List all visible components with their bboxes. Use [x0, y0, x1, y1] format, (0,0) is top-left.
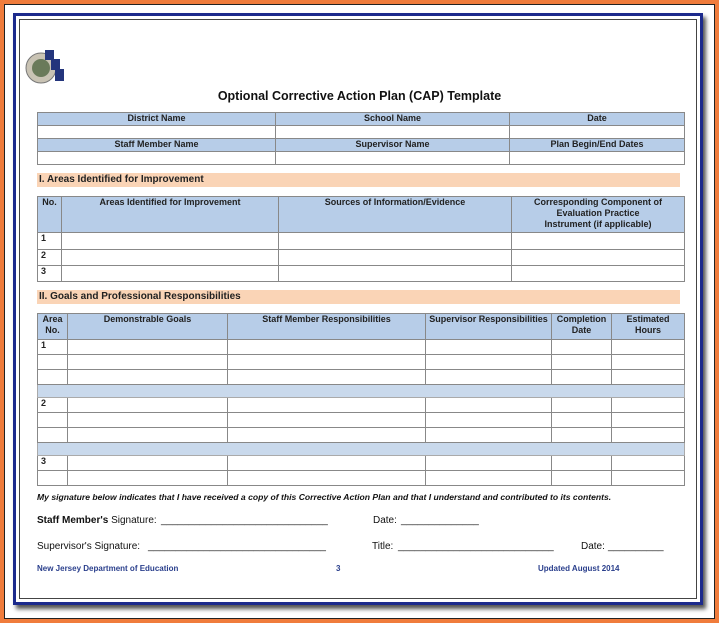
separator: [38, 385, 685, 398]
cell[interactable]: [512, 233, 685, 250]
cell[interactable]: [38, 471, 68, 486]
cell[interactable]: [228, 340, 426, 355]
cell[interactable]: [228, 428, 426, 443]
row-number: 1: [38, 233, 62, 250]
cell[interactable]: [426, 413, 552, 428]
cell[interactable]: [512, 266, 685, 282]
supervisor-name-header: Supervisor Name: [276, 139, 510, 152]
cell[interactable]: [552, 456, 612, 471]
staff-signature-line[interactable]: ______________________________: [161, 515, 328, 526]
cell[interactable]: [426, 355, 552, 370]
cell[interactable]: [68, 398, 228, 413]
areas-table: [37, 196, 685, 282]
completion-date-header: Completion Date: [552, 314, 612, 340]
cell[interactable]: [612, 370, 685, 385]
cell[interactable]: [68, 428, 228, 443]
supervisor-label: Supervisor's Signature:: [37, 541, 141, 552]
cell[interactable]: [279, 266, 512, 282]
staff-name-header: Staff Member Name: [38, 139, 276, 152]
cell[interactable]: [426, 456, 552, 471]
cell[interactable]: [228, 413, 426, 428]
section-1-heading: I. Areas Identified for Improvement: [37, 173, 680, 187]
component-header: Corresponding Component of Evaluation Practice Instrument (if applicable): [512, 197, 685, 233]
separator: [38, 443, 685, 456]
cell[interactable]: [68, 413, 228, 428]
staff-name-field[interactable]: [38, 152, 276, 165]
cell[interactable]: [426, 428, 552, 443]
info-table: [37, 112, 685, 165]
date-header: Date: [510, 113, 685, 126]
plan-dates-header: Plan Begin/End Dates: [510, 139, 685, 152]
goals-table: [37, 313, 685, 486]
cell[interactable]: [426, 398, 552, 413]
cell[interactable]: [612, 355, 685, 370]
cell[interactable]: [38, 413, 68, 428]
supervisor-date-label: Date:: [581, 541, 605, 552]
cell[interactable]: [228, 456, 426, 471]
staff-date-line[interactable]: ______________: [401, 515, 479, 526]
no-header: No.: [38, 197, 62, 233]
cell[interactable]: [38, 355, 68, 370]
table-row: [38, 413, 685, 428]
cell[interactable]: [552, 471, 612, 486]
areas-header: Areas Identified for Improvement: [62, 197, 279, 233]
area-number: 3: [38, 456, 68, 471]
cell[interactable]: [68, 355, 228, 370]
district-name-field[interactable]: [38, 126, 276, 139]
cell[interactable]: [552, 370, 612, 385]
cell[interactable]: [62, 233, 279, 250]
staff-label: Signature:: [108, 515, 157, 526]
cell[interactable]: [612, 471, 685, 486]
cell[interactable]: [512, 250, 685, 266]
area-no-header: Area No.: [38, 314, 68, 340]
cell[interactable]: [552, 413, 612, 428]
separator-row: [38, 443, 685, 456]
signature-statement: My signature below indicates that I have received a copy of this Corrective Action Plan and that I understand and contributed to its contents.: [37, 492, 612, 502]
cell[interactable]: [612, 428, 685, 443]
separator-row: [38, 385, 685, 398]
cell[interactable]: [552, 398, 612, 413]
supervisor-date-line[interactable]: __________: [608, 541, 664, 552]
table-row: [38, 471, 685, 486]
staff-label-bold: Staff Member's: [37, 515, 109, 526]
cell[interactable]: [228, 370, 426, 385]
cell[interactable]: [426, 471, 552, 486]
plan-dates-field[interactable]: [510, 152, 685, 165]
area-number: 1: [38, 340, 68, 355]
row-number: 3: [38, 266, 62, 282]
title-label: Title:: [372, 541, 394, 552]
cell[interactable]: [612, 456, 685, 471]
goals-header: Demonstrable Goals: [68, 314, 228, 340]
cell[interactable]: [62, 250, 279, 266]
cell[interactable]: [552, 355, 612, 370]
title-line[interactable]: ____________________________: [398, 541, 554, 552]
table-row: [38, 233, 685, 250]
cell[interactable]: [68, 471, 228, 486]
estimated-hours-header: Estimated Hours: [612, 314, 685, 340]
table-row: [38, 370, 685, 385]
district-name-header: District Name: [38, 113, 276, 126]
cell[interactable]: [38, 370, 68, 385]
cell[interactable]: [426, 340, 552, 355]
cell[interactable]: [68, 370, 228, 385]
page-title: Optional Corrective Action Plan (CAP) Template: [217, 89, 502, 103]
table-row: [38, 340, 685, 355]
area-number: 2: [38, 398, 68, 413]
cell[interactable]: [612, 398, 685, 413]
staff-resp-header: Staff Member Responsibilities: [228, 314, 426, 340]
cell[interactable]: [612, 413, 685, 428]
njdoe-logo: [25, 47, 67, 87]
footer-updated: Updated August 2014: [538, 564, 620, 573]
footer-organization: New Jersey Department of Education: [37, 564, 179, 573]
date-field[interactable]: [510, 126, 685, 139]
table-row: [38, 266, 685, 282]
cell[interactable]: [228, 398, 426, 413]
cell[interactable]: [228, 471, 426, 486]
cell[interactable]: [68, 340, 228, 355]
footer-page-number: 3: [336, 564, 341, 573]
cell[interactable]: [279, 250, 512, 266]
cell[interactable]: [612, 340, 685, 355]
school-name-header: School Name: [276, 113, 510, 126]
supervisor-name-field[interactable]: [276, 152, 510, 165]
cell[interactable]: [228, 355, 426, 370]
supervisor-resp-header: Supervisor Responsibilities: [426, 314, 552, 340]
cell[interactable]: [279, 233, 512, 250]
school-name-field[interactable]: [276, 126, 510, 139]
staff-date-label: Date:: [373, 515, 397, 526]
table-row: [38, 456, 685, 471]
section-2-heading: II. Goals and Professional Responsibilities: [37, 290, 680, 304]
sources-header: Sources of Information/Evidence: [279, 197, 512, 233]
table-row: [38, 355, 685, 370]
table-row: [38, 250, 685, 266]
cell[interactable]: [62, 266, 279, 282]
row-number: 2: [38, 250, 62, 266]
cell[interactable]: [426, 370, 552, 385]
table-row: [38, 428, 685, 443]
supervisor-signature-line[interactable]: ________________________________: [148, 541, 326, 552]
cell[interactable]: [552, 340, 612, 355]
cell[interactable]: [552, 428, 612, 443]
cell[interactable]: [38, 428, 68, 443]
cell[interactable]: [68, 456, 228, 471]
table-row: [38, 398, 685, 413]
